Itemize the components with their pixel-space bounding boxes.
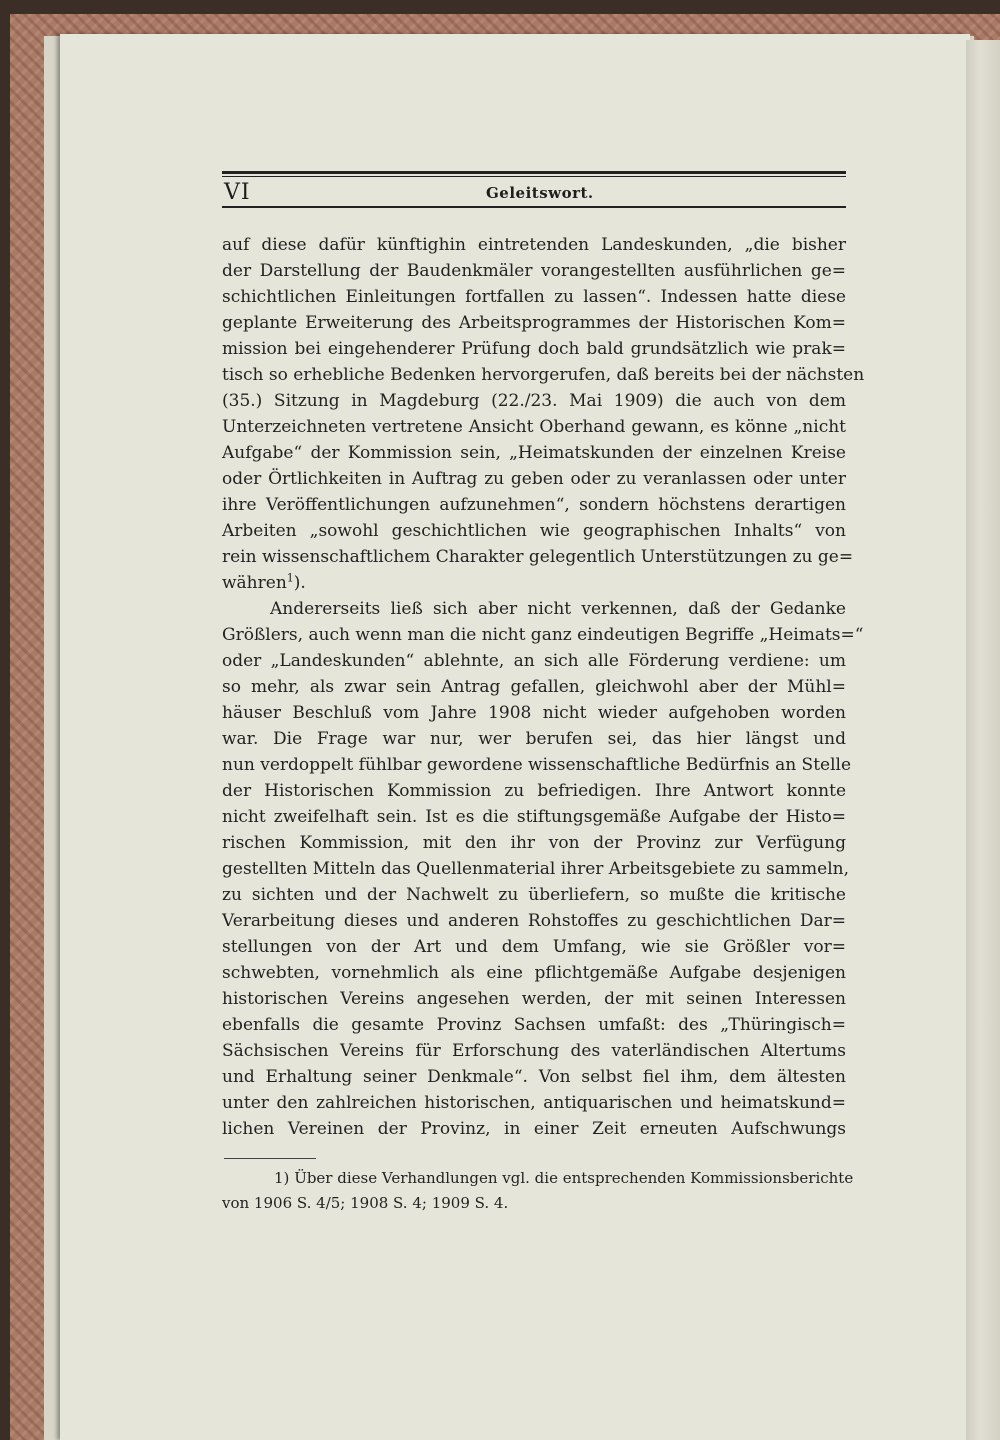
text-line: nicht zweifelhaft sein. Ist es die stiftungsgemäße Aufgabe der Histo= <box>222 807 846 827</box>
page-edge <box>966 40 1000 1440</box>
text-line: auf diese dafür künftighin eintretenden Landeskunden, „die bisher <box>222 235 846 255</box>
text-line: rischen Kommission, mit den ihr von der Provinz zur Verfügung <box>222 833 846 853</box>
text-line: so mehr, als zwar sein Antrag gefallen, gleichwohl aber der Mühl= <box>222 677 846 697</box>
text-line: oder „Landeskunden“ ablehnte, an sich alle Förderung verdiene: um <box>222 651 846 671</box>
footnote-line <box>222 1166 854 1191</box>
header-rule-top-thin <box>222 176 846 177</box>
footnote-line: von 1906 S. 4/5; 1908 S. 4; 1909 S. 4. <box>222 1194 509 1212</box>
text-line: nun verdoppelt fühlbar gewordene wissenschaftliche Bedürfnis an Stelle <box>222 755 852 775</box>
text-line: geplante Erweiterung des Arbeitsprogrammes der Historischen Kom= <box>222 313 846 333</box>
running-title: Geleitswort. <box>486 184 594 202</box>
text-line: tisch so erhebliche Bedenken hervorgerufen, daß bereits bei der nächsten <box>222 365 865 385</box>
text-line: ebenfalls die gesamte Provinz Sachsen umfaßt: des „Thüringisch= <box>222 1015 846 1035</box>
text-line: unter den zahlreichen historischen, antiquarischen und heimatskund= <box>222 1093 846 1113</box>
body-text <box>222 232 865 1142</box>
text-line: (35.) Sitzung in Magdeburg (22./23. Mai 1909) die auch von dem <box>222 391 846 411</box>
text-line: stellungen von der Art und dem Umfang, wie sie Größler vor= <box>222 937 846 957</box>
text-line: Größlers, auch wenn man die nicht ganz eindeutigen Begriffe „Heimats=“ <box>222 625 864 645</box>
page-number: VI <box>224 180 251 205</box>
paragraph-first-line: Andererseits ließ sich aber nicht verkennen, daß der Gedanke <box>270 599 846 619</box>
footnote-text: Über diese Verhandlungen vgl. die entsprechenden Kommissionsberichte <box>294 1169 854 1187</box>
text-line: historischen Vereins angesehen werden, der mit seinen Interessen <box>222 989 846 1009</box>
footnote-separator <box>224 1158 316 1159</box>
footnote-reference[interactable]: 1 <box>286 571 294 585</box>
closing-punctuation: ). <box>293 573 306 593</box>
header-rule-top <box>222 171 846 174</box>
text-line: schwebten, vornehmlich als eine pflichtgemäße Aufgabe desjenigen <box>222 963 846 983</box>
header-rule-bottom <box>222 206 846 208</box>
text-line: schichtlichen Einleitungen fortfallen zu lassen“. Indessen hatte diese <box>222 287 846 307</box>
text-line: war. Die Frage war nur, wer berufen sei, das hier längst und <box>222 729 846 749</box>
text-line: rein wissenschaftlichem Charakter gelegentlich Unterstützungen zu ge= <box>222 547 854 567</box>
text-line: mission bei eingehenderer Prüfung doch bald grundsätzlich wie prak= <box>222 339 846 359</box>
text-line: ihre Veröffentlichungen aufzunehmen“, sondern höchstens derartigen <box>222 495 846 515</box>
last-word: währen <box>222 573 287 593</box>
text-line: Unterzeichneten vertretene Ansicht Oberhand gewann, es könne „nicht <box>222 417 846 437</box>
text-line: Aufgabe“ der Kommission sein, „Heimatskunden der einzelnen Kreise <box>222 443 846 463</box>
text-line: und Erhaltung seiner Denkmale“. Von selbst fiel ihm, dem ältesten <box>222 1067 846 1087</box>
text-line: häuser Beschluß vom Jahre 1908 nicht wieder aufgehoben worden <box>222 703 846 723</box>
footnote <box>222 1166 854 1216</box>
text-line: der Darstellung der Baudenkmäler vorangestellten ausführlichen ge= <box>222 261 846 281</box>
text-line: der Historischen Kommission zu befriedigen. Ihre Antwort konnte <box>222 781 846 801</box>
text-line: oder Örtlichkeiten in Auftrag zu geben oder zu veranlassen oder unter <box>222 469 846 489</box>
text-line: zu sichten und der Nachwelt zu überliefern, so mußte die kritische <box>222 885 846 905</box>
text-line: Arbeiten „sowohl geschichtlichen wie geographischen Inhalts“ von <box>222 521 846 541</box>
text-line: Verarbeitung dieses und anderen Rohstoffes zu geschichtlichen Dar= <box>222 911 846 931</box>
text-line: lichen Vereinen der Provinz, in einer Zeit erneuten Aufschwungs <box>222 1119 846 1139</box>
footnote-marker: 1) <box>274 1169 290 1187</box>
text-line-last <box>222 570 846 596</box>
text-line: Sächsischen Vereins für Erforschung des vaterländischen Altertums <box>222 1041 846 1061</box>
text-line: gestellten Mitteln das Quellenmaterial ihrer Arbeitsgebiete zu sammeln, <box>222 859 850 879</box>
